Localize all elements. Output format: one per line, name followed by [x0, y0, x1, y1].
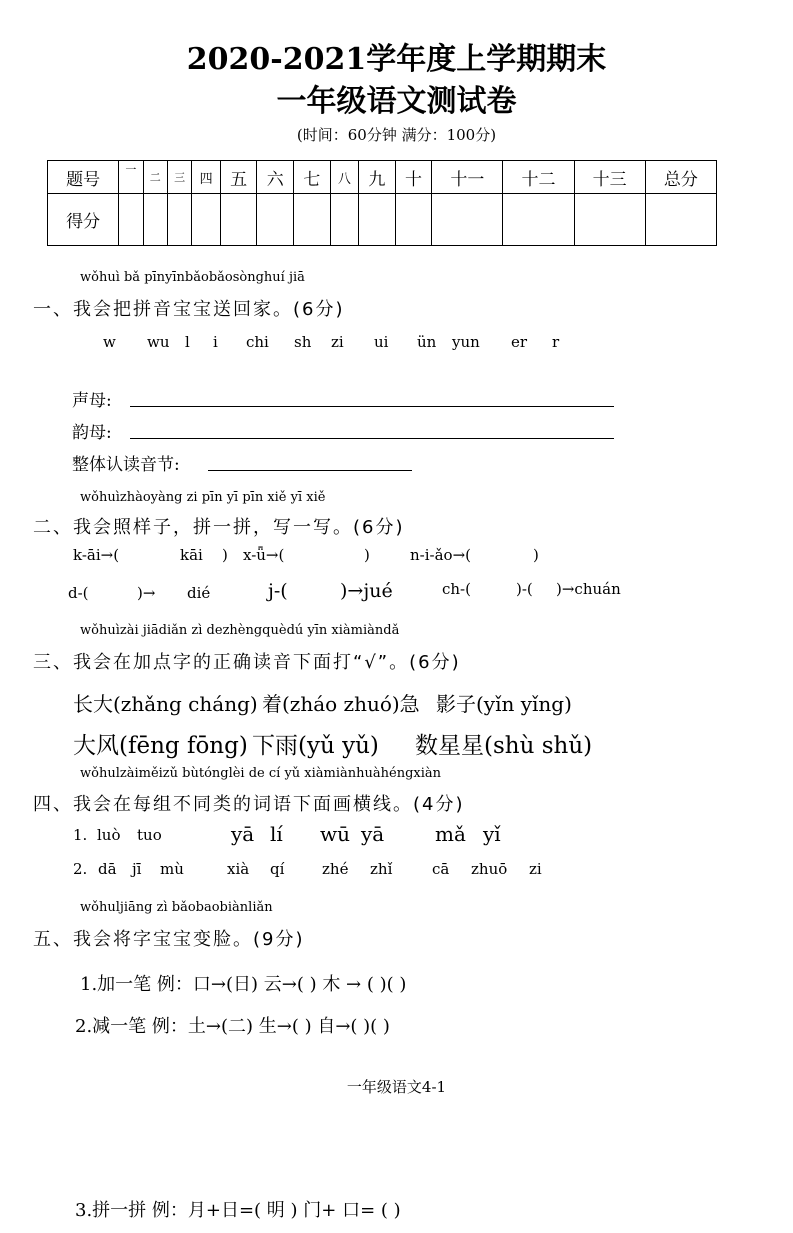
exercise-text: dié: [187, 584, 211, 602]
score-table-header-row: [48, 161, 717, 194]
table-cell: 十三: [574, 161, 645, 194]
exercise-text: k-āi→(: [73, 546, 120, 564]
exercise-text: )→jué: [340, 580, 393, 602]
word-item: tuo: [137, 826, 162, 844]
exercise-text: n-i-ǎo→(: [410, 546, 471, 564]
exercise-text: d-(: [68, 584, 89, 602]
reading-choice: 长大(zhǎng cháng): [73, 692, 258, 716]
word-item: mǎ: [435, 822, 466, 846]
pinyin-letter: wu: [147, 333, 170, 351]
table-cell: 八: [330, 161, 358, 194]
word-item: lí: [270, 822, 283, 846]
reading-choice: 大风(fēng fōng): [73, 733, 248, 759]
table-cell: 总分: [645, 161, 716, 194]
exercise-text: )→: [137, 584, 156, 602]
word-item: yā: [231, 822, 255, 846]
word-item: wū: [320, 822, 350, 846]
score-input-cell[interactable]: [143, 194, 167, 246]
exercise-text: )-(: [516, 580, 533, 598]
score-input-cell[interactable]: [359, 194, 396, 246]
word-item: zhǐ: [370, 860, 393, 878]
exercise-text: ): [533, 546, 539, 564]
word-item: yā: [361, 822, 385, 846]
reading-choice: 下雨(yǔ yǔ): [252, 733, 379, 759]
reading-choice: 数星星(shù shǔ): [415, 733, 593, 759]
q4-pinyin: wǒhulzàiměizǔ bùtónglèi de cí yǔ xiàmiànhuàhéngxiàn: [80, 766, 442, 781]
pinyin-letter: i: [213, 333, 218, 351]
word-item: zhé: [322, 860, 349, 878]
q1-title: 一、我会把拼音宝宝送回家。(6分): [33, 299, 345, 320]
pinyin-letter: zi: [331, 333, 344, 351]
reading-choice: 着(zháo zhuó)急: [262, 692, 420, 716]
pinyin-letter: l: [185, 333, 190, 351]
initials-label: 声母:: [72, 391, 112, 411]
time-score-info: (时间：60分钟 满分：100分): [296, 126, 497, 144]
pinyin-letter: w: [103, 333, 116, 351]
word-item: jī: [132, 860, 142, 878]
pinyin-letter: yun: [452, 333, 480, 351]
score-input-cell[interactable]: [220, 194, 257, 246]
finals-answer-line[interactable]: [130, 438, 614, 439]
score-input-cell[interactable]: [432, 194, 503, 246]
q5-remove-stroke-line: 2.减一笔 例：土→(二) 生→( ) 自→( )( ): [75, 1016, 390, 1037]
word-item: 2.: [73, 860, 88, 878]
word-item: yǐ: [483, 822, 501, 846]
table-cell: 五: [220, 161, 257, 194]
exercise-text: ch-(: [442, 580, 471, 598]
table-cell: 十: [395, 161, 432, 194]
q5-combine-line: 3.拼一拼 例：月+日=( 明 ) 门+ 口= ( ): [75, 1200, 401, 1221]
word-item: zi: [529, 860, 542, 878]
exercise-text: x-ǖ→(: [243, 546, 285, 564]
table-cell: 七: [294, 161, 331, 194]
word-item: cā: [432, 860, 450, 878]
whole-syllable-label: 整体认读音节:: [72, 455, 180, 475]
exercise-text: ): [222, 546, 228, 564]
word-item: 1.: [73, 826, 88, 844]
exercise-text: kāi: [180, 546, 203, 564]
score-input-cell[interactable]: [574, 194, 645, 246]
q5-add-stroke-line: 1.加一笔 例：口→(日) 云→( ) 木 → ( )( ): [80, 974, 407, 995]
pinyin-letter: er: [511, 333, 528, 351]
q2-pinyin: wǒhuìzhàoyàng zi pīn yī pīn xiě yī xiě: [80, 490, 326, 505]
q3-pinyin: wǒhuìzài jiādiǎn zì dezhèngquèdú yīn xiàmiàndǎ: [80, 623, 400, 638]
score-input-cell[interactable]: [167, 194, 191, 246]
word-item: mù: [160, 860, 184, 878]
reading-choice: 影子(yǐn yǐng): [436, 692, 572, 716]
q1-pinyin: wǒhuì bǎ pīnyīnbǎobǎosònghuí jiā: [80, 270, 305, 285]
page-subtitle-title: 一年级语文测试卷: [276, 84, 517, 119]
score-input-cell[interactable]: [330, 194, 358, 246]
exercise-text: )→chuán: [556, 580, 621, 598]
word-item: zhuō: [471, 860, 508, 878]
finals-label: 韵母:: [72, 423, 112, 443]
q2-title: 二、我会照样子，拼一拼，写一写。(6分): [33, 517, 405, 538]
table-cell: 得分: [48, 194, 119, 246]
exercise-text: j-(: [268, 580, 288, 602]
whole-syllable-answer-line[interactable]: [208, 470, 412, 471]
page-footer: 一年级语文4-1: [346, 1078, 447, 1096]
table-cell: 九: [359, 161, 396, 194]
pinyin-letter: chi: [246, 333, 269, 351]
score-input-cell[interactable]: [294, 194, 331, 246]
q4-title: 四、我会在每组不同类的词语下面画横线。(4分): [33, 794, 465, 815]
pinyin-letter: r: [552, 333, 560, 351]
pinyin-letter: ün: [417, 333, 437, 351]
score-input-cell[interactable]: [645, 194, 716, 246]
pinyin-letter: sh: [294, 333, 312, 351]
score-input-cell[interactable]: [257, 194, 294, 246]
word-item: qí: [270, 860, 285, 878]
table-cell: 四: [192, 161, 220, 194]
score-table: [47, 160, 717, 246]
table-cell: 一: [119, 161, 143, 194]
word-item: dā: [98, 860, 117, 878]
q3-title: 三、我会在加点字的正确读音下面打“√”。(6分): [33, 652, 461, 673]
table-cell: 三: [167, 161, 191, 194]
table-cell: 六: [257, 161, 294, 194]
score-input-cell[interactable]: [503, 194, 574, 246]
score-table-score-row: [48, 194, 717, 246]
score-input-cell[interactable]: [395, 194, 432, 246]
score-input-cell[interactable]: [119, 194, 143, 246]
initials-answer-line[interactable]: [130, 406, 614, 407]
q5-pinyin: wǒhuljiāng zì bǎobaobiànliǎn: [80, 900, 273, 915]
exercise-text: ): [364, 546, 370, 564]
word-item: xià: [227, 860, 250, 878]
q5-title: 五、我会将字宝宝变脸。(9分): [33, 929, 305, 950]
table-cell: 十二: [503, 161, 574, 194]
table-cell: 题号: [48, 161, 119, 194]
page-title: 2020-2021学年度上学期期末: [186, 42, 607, 77]
score-input-cell[interactable]: [192, 194, 220, 246]
table-cell: 二: [143, 161, 167, 194]
table-cell: 十一: [432, 161, 503, 194]
word-item: luò: [97, 826, 121, 844]
pinyin-letter: ui: [374, 333, 389, 351]
